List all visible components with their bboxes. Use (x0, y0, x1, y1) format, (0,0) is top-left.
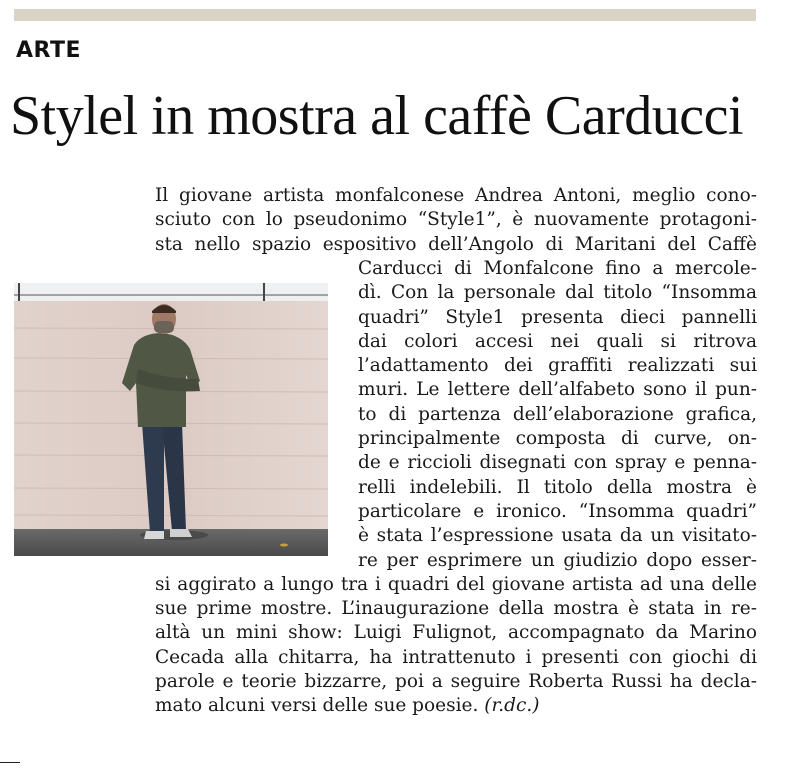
corner-mark (0, 762, 20, 763)
body-line: dai colori accesi nei quali si ritrova (358, 330, 757, 352)
body-line: muri. Le lettere dell’alfabeto sono il pun- (358, 379, 757, 401)
body-line: sue prime mostre. L’inaugurazione della mostra è stata in re- (155, 598, 757, 620)
article-headline: Stylel in mostra al caffè Carducci (10, 85, 744, 147)
body-line: Cecada alla chitarra, ha intrattenuto i presenti con giochi di (155, 646, 757, 668)
body-line: mato alcuni versi delle sue poesie. (r.dc.) (155, 695, 540, 717)
body-line: particolare e ironico. “Insomma quadri” (358, 500, 757, 522)
body-line: parole e teorie bizzarre, poi a seguire Roberta Russi ha decla- (155, 671, 757, 692)
body-line: altà un mini show: Luigi Fulignot, accompagnato da Marino (155, 622, 757, 644)
body-line: è stata l’espressione usata da un visitato- (358, 525, 757, 547)
body-line: sciuto con lo pseudonimo “Style1”, è nuovamente protagoni- (155, 209, 757, 231)
body-line: de e riccioli disegnati con spray e penna- (358, 452, 757, 474)
body-line: l’adattamento dei graffiti realizzati sui (358, 355, 757, 377)
body-line: Il giovane artista monfalconese Andrea Antoni, meglio cono- (155, 185, 757, 206)
body-line: Carducci di Monfalcone fino a mercole- (358, 257, 757, 279)
body-line: dì. Con la personale dal titolo “Insomma (358, 282, 757, 304)
header-rule (14, 9, 756, 21)
section-label: ARTE (16, 38, 82, 63)
body-line: si aggirato a lungo tra i quadri del giovane artista ad una delle (155, 573, 757, 595)
byline: (r.dc.) (478, 695, 540, 717)
body-line: quadri” Style1 presenta dieci pannelli (358, 306, 757, 328)
body-line: relli indelebili. Il titolo della mostra è (358, 476, 757, 498)
article-photo (14, 283, 328, 556)
body-line: principalmente composta di curve, on- (358, 428, 757, 449)
body-line: re per esprimere un giudizio dopo esser- (358, 549, 757, 571)
body-line: sta nello spazio espositivo dell’Angolo di Maritani del Caffè (155, 233, 757, 255)
body-line: to di partenza dell’elaborazione grafica, (358, 403, 757, 425)
